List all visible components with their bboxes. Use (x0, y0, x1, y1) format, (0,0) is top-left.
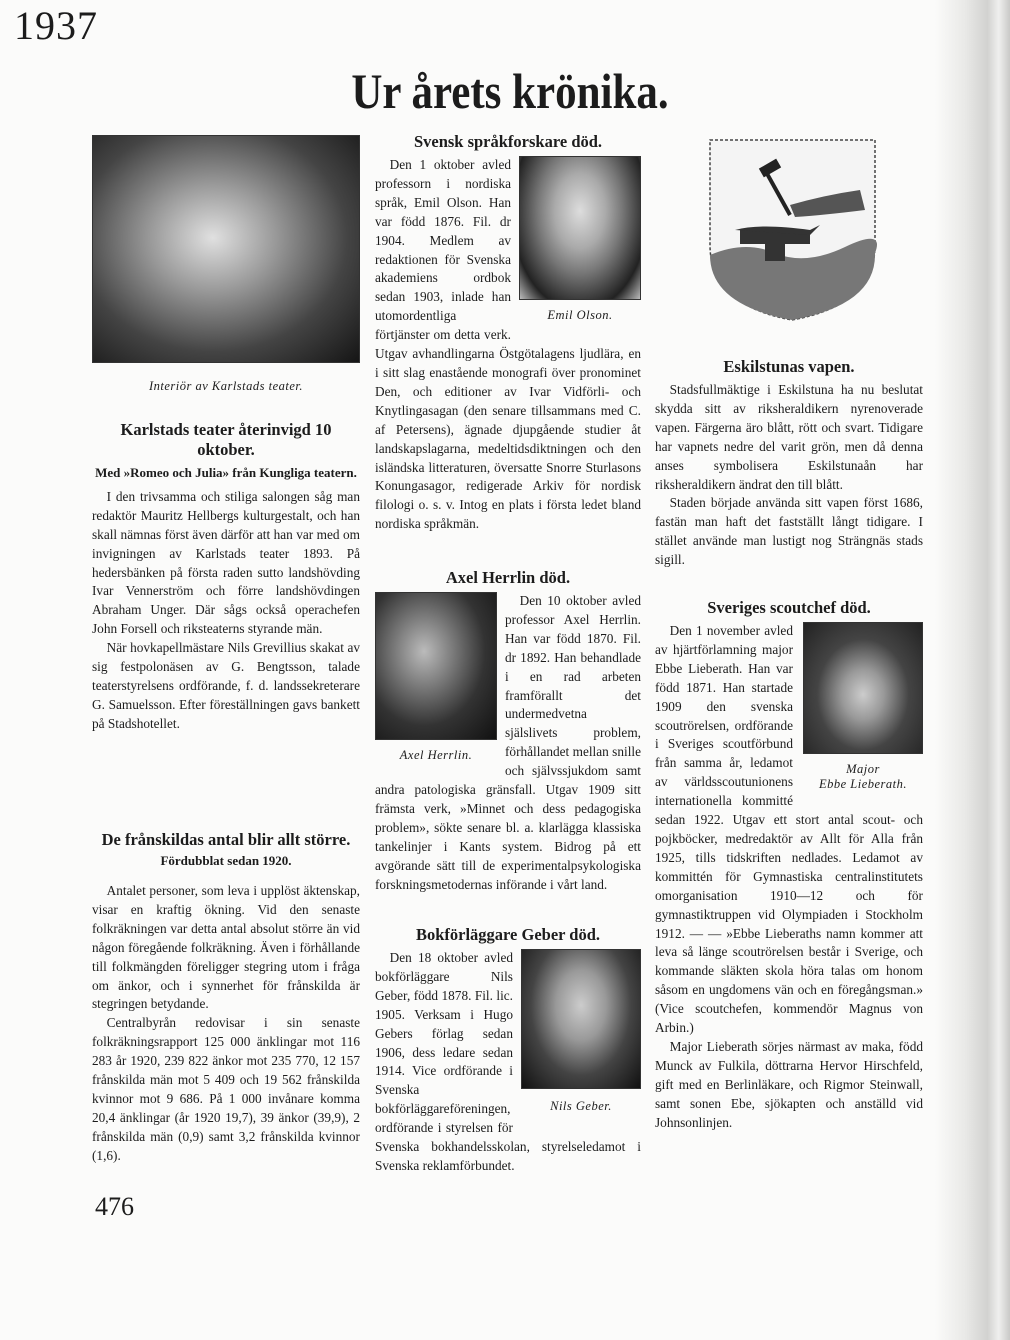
emil-olson-photo (519, 156, 641, 300)
caption-line: Major (846, 762, 880, 776)
photo-caption: Axel Herrlin. (399, 748, 473, 762)
article-subheading: Fördubblat sedan 1920. (160, 853, 292, 868)
photo-caption: Interiör av Karlstads teater. (148, 379, 304, 393)
eskilstuna-coat-of-arms (705, 135, 880, 323)
paragraph: Den 1 november avled av hjärtförlamning major Ebbe Lieberath. Han var född 1871. Han startade 1909 den svenska scoutrörelsen, ordförande i Sveriges scoutförbund från samma år, ledamot av världsscoutunionens internationella kommitté sedan 1922. Utgav ett stort antal scout- och pojkböcker, medredaktör av Allt för Alla från 1925, tills tidskriften nedlades. Ledamot av kommittén för Gymnastiska centralinstitutets omorganisation 1910—12 och för gymnastiktruppen vid Olympiaden i Stockholm 1912. — — »Ebbe Lieberaths namn kommer att leva så länge scoutrörelsen består i Sverige, och kommande släkten skola höra talas om honom såsom en ungdomens vän och en föregångsman.» (Vice scoutchefen, kommendör Magnus von Arbin.) (655, 623, 923, 1036)
axel-herrlin-photo (375, 592, 497, 740)
nils-geber-photo (521, 949, 641, 1089)
article-franskilda (92, 830, 360, 1166)
article-heading: Eskilstunas vapen. (723, 357, 855, 376)
article-heading: Karlstads teater återinvigd 10 oktober. (120, 419, 332, 459)
article-heading: Axel Herrlin död. (445, 568, 571, 587)
paragraph: I den trivsamma och stiliga salongen såg man redaktör Mauritz Hellbergs kulturgestalt, och han skall nämnas först även därför att han var med om invigningen av Karlstads teater 1893. På hedersbänken på första raden sutto landshövding Ivar Vennerström och förre landshövdingen Abraham Unger. Där sågs också operachefen John Forsell och riksteaterns styrande män. (92, 488, 360, 637)
portrait-figure (519, 156, 641, 325)
portrait-figure (521, 949, 641, 1116)
year-header: 1937 (14, 3, 98, 48)
article-scout (655, 598, 923, 1132)
portrait-figure (375, 592, 497, 765)
page-title: Ur årets krönika. (351, 63, 669, 119)
photo-caption: Emil Olson. (547, 308, 613, 322)
ebbe-lieberath-photo (803, 622, 923, 754)
article-karlstad (92, 135, 360, 734)
article-herrlin (375, 568, 641, 895)
page-edge-shadow (935, 0, 1010, 1340)
photo-caption (803, 762, 923, 792)
paragraph: Stadsfullmäktige i Eskilstuna ha nu beslutat skydda sitt av riksheraldikern nyrenoverade vapen. Färgerna äro blått, rött och svart. Tidigare har vapnets nedre del varit grön, men då denna anses symbolisera Eskilstunaån har riksheraldikern ändrat den till blått. (655, 382, 923, 492)
portrait-figure (803, 622, 923, 792)
caption-line: Ebbe Lieberath. (818, 777, 908, 791)
paragraph: Den 10 oktober avled professor Axel Herrlin. Han var född 1870. Fil. dr 1892. Han behandlade i en rad arbeten framförallt det undermedvetna själslivets problem, förhållandet mellan snille och självssjukdom samt andra patologiska gränsfall. Utgav 1909 sitt främsta verk, »Minnet och dess pedagogiska problem», sökte senare bl. a. klarlägga klassiska tankelinjer i Kants system. Bidrog på ett avgörande sätt till de experimentalpsykologiska forskningsmetodernas införande i vårt land. (375, 593, 641, 892)
article-heading: Sveriges scoutchef död. (707, 598, 871, 617)
paragraph: Centralbyrån redovisar i sin senaste folkräkningsrapport 125 000 änklingar mot 116 283 år 1920, 239 822 änkor mot 235 770, 12 157 frånskilda män mot 5 409 och 19 562 frånskilda kvinnor mot 9 686. På 1 000 invånare komma 20,4 änklingar (år 1920 19,7), 39 änkor (39,9), 2 frånskilda män (0,9) samt 3,2 frånskilda kvinnor (1,6). (92, 1015, 360, 1163)
article-heading: Bokförläggare Geber död. (415, 925, 601, 944)
article-heading: De frånskildas antal blir allt större. (101, 830, 351, 849)
theater-interior-photo (92, 135, 360, 363)
page-number: 476 (95, 1192, 134, 1221)
article-olson (375, 132, 641, 534)
paragraph: Den 18 oktober avled bokförläggare Nils Geber, född 1878. Fil. lic. 1905. Verksam i Hugo Gebers förlag sedan 1906, dess ledare sedan 1914. Vice ordförande i Svenska bokförläggareföreningen, ordförande i styrelsen för Svenska bokhandelsskolan, styrelseledamot i Svenska reklamförbundet. (375, 950, 641, 1173)
paragraph: Antalet personer, som leva i upplöst äktenskap, visar en kraftig ökning. Vid den senaste folkräkningen var detta antal absolut större än vid någon föregående folkräkning. Även i förhållande till folkmängden föreligger stegring utom i fråga om änkor, och i synnerhet för frånskilda är stegringen betydande. (92, 883, 360, 1012)
paragraph: Den 1 oktober avled professorn i nordiska språk, Emil Olson. Han var född 1876. Fil. dr 1904. Medlem av redaktionen för Svenska akademiens ordbok sedan 1903, inlade han utomordentliga förtjänster om detta verk. Utgav avhandlingarna Östgötalagens ljudlära, en i sitt slag enastående monografi över pronominet Den, och editioner av Ivar Vidförli- och Knytlingasagan (den senare tillsammans med C. af Petersens), ägnade djupgående studier åt landskapslagarna, medeltidsdiktningen och den isländska litteraturen, översatte Snorre Sturlasons Konungasagor, redigerade Arkiv för nordisk filologi o. s. v. Intog en plats i första ledet bland nordiska språkmän. (375, 157, 641, 532)
photo-caption: Nils Geber. (550, 1099, 612, 1113)
article-eskilstuna (655, 357, 923, 570)
paragraph: Major Lieberath sörjes närmast av maka, född Munck av Fulkila, döttrarna Hervor Hirschfeld, gift med en Berlinläkare, och Rigmor Steinwall, samt sonen Ebe, sjökapten och anställd vid Johnsonlinjen. (655, 1038, 923, 1130)
paragraph: Staden började använda sitt vapen först 1686, fastän man haft det fastställt långt tidigare. I stället använde man lustigt nog Strängnäs stads sigill. (655, 495, 923, 568)
article-heading: Svensk språkforskare död. (413, 132, 603, 151)
article-geber (375, 925, 641, 1176)
article-subheading: Med »Romeo och Julia» från Kungliga teatern. (95, 464, 357, 480)
paragraph: När hovkapellmästare Nils Grevillius skakat av sig festpolonäsen av G. Bengtsson, talade teaterstyrelsens ordförande, f. d. landssekreterare G. Samuelsson. Efter föreställningen gavs bankett på Stadshotellet. (92, 640, 360, 731)
